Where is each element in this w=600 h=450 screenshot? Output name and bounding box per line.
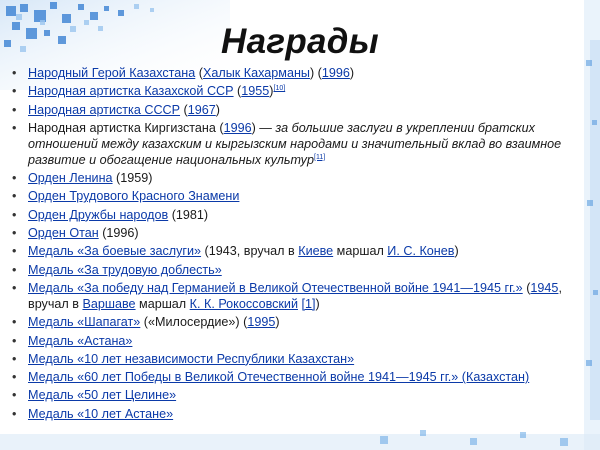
citation-link[interactable]: [10] — [273, 85, 286, 93]
award-item — [10, 351, 570, 367]
award-item — [10, 207, 570, 223]
award-link[interactable]: 1996 — [321, 66, 350, 80]
award-text: маршал — [135, 296, 190, 311]
award-link[interactable]: 1945 — [530, 280, 559, 295]
award-link[interactable]: Медаль «10 лет независимости Республики Казахстан» — [28, 351, 355, 366]
award-link[interactable]: 1996 — [223, 120, 252, 135]
award-link[interactable]: Киеве — [298, 244, 334, 259]
award-text: маршал — [333, 244, 388, 259]
award-link[interactable]: Медаль «За трудовую доблесть» — [28, 262, 222, 277]
award-description: за большие заслуги в укреплении братских отношений между казахским и кыргызским народами и значительный вклад во взаимное развитие и обогащение национальных культур — [28, 120, 562, 167]
award-link[interactable]: Народная артистка Казахской ССР — [28, 84, 234, 99]
award-item — [10, 369, 570, 385]
citation-link[interactable]: [11] — [314, 153, 326, 161]
award-link[interactable]: Варшаве — [82, 296, 136, 311]
award-link[interactable]: Народная артистка СССР — [28, 102, 181, 117]
award-link[interactable]: 1995 — [247, 315, 276, 330]
decorative-bottom-band — [0, 424, 600, 450]
award-link[interactable]: Орден Трудового Красного Знамени — [28, 189, 240, 204]
award-item — [10, 387, 570, 403]
award-link[interactable]: 1967 — [187, 102, 216, 117]
award-text: (1943, вручал в — [201, 244, 299, 259]
award-link[interactable]: Медаль «50 лет Целине» — [28, 388, 177, 403]
awards-list — [10, 65, 570, 424]
award-link[interactable]: Медаль «Шапагат» — [28, 315, 141, 330]
award-link[interactable]: Орден Ленина — [28, 171, 113, 186]
award-item — [10, 314, 570, 330]
award-link[interactable]: Медаль «10 лет Астане» — [28, 406, 174, 421]
award-item — [10, 188, 570, 204]
award-link[interactable]: Медаль «За боевые заслуги» — [28, 244, 202, 259]
award-text: (1981) — [168, 207, 209, 222]
award-link[interactable]: 1955 — [241, 84, 270, 99]
award-item — [10, 243, 570, 259]
award-text: ( — [233, 84, 242, 99]
award-text: ( — [180, 102, 188, 117]
award-item — [10, 280, 570, 312]
award-link[interactable]: Народный Герой Казахстана — [28, 66, 196, 80]
award-text: ) ( — [309, 66, 322, 80]
award-link[interactable]: Медаль «Астана» — [28, 333, 133, 348]
award-text: (1996) — [98, 226, 139, 241]
award-text: ) — — [251, 120, 276, 135]
award-link[interactable]: Орден Дружбы народов — [28, 207, 169, 222]
award-link[interactable]: Халык Кахарманы — [202, 66, 310, 80]
award-item — [10, 65, 570, 81]
award-link[interactable]: Медаль «60 лет Победы в Великой Отечественной войне 1941—1945 гг.» (Казахстан) — [28, 370, 530, 385]
award-text: ) — [275, 315, 280, 330]
award-text: (1959) — [112, 171, 153, 186]
award-text: ( — [195, 66, 203, 80]
award-text: Народная артистка Киргизстана ( — [28, 120, 224, 135]
award-text: , вручал в — [28, 280, 562, 311]
award-text: ) — [454, 244, 459, 259]
award-link[interactable]: И. С. Конев — [387, 244, 455, 259]
award-item — [10, 262, 570, 278]
award-text: ) — [269, 84, 274, 99]
award-link[interactable]: Орден Отан — [28, 226, 99, 241]
award-link[interactable]: Медаль «За победу над Германией в Великой Отечественной войне 1941—1945 гг.» — [28, 280, 523, 295]
award-text: («Милосердие») ( — [140, 315, 248, 330]
award-link[interactable]: К. К. Рокоссовский — [189, 296, 298, 311]
award-text: ) — [315, 296, 320, 311]
award-item — [10, 102, 570, 118]
page-title: Награды — [221, 22, 379, 61]
award-text: ( — [522, 280, 531, 295]
award-item — [10, 120, 570, 168]
award-item — [10, 333, 570, 349]
award-text: ) — [215, 102, 220, 117]
award-item — [10, 406, 570, 422]
award-item — [10, 225, 570, 241]
award-text: ) — [349, 66, 355, 80]
award-item — [10, 170, 570, 186]
award-link[interactable]: [1] — [301, 296, 316, 311]
award-item — [10, 83, 570, 99]
